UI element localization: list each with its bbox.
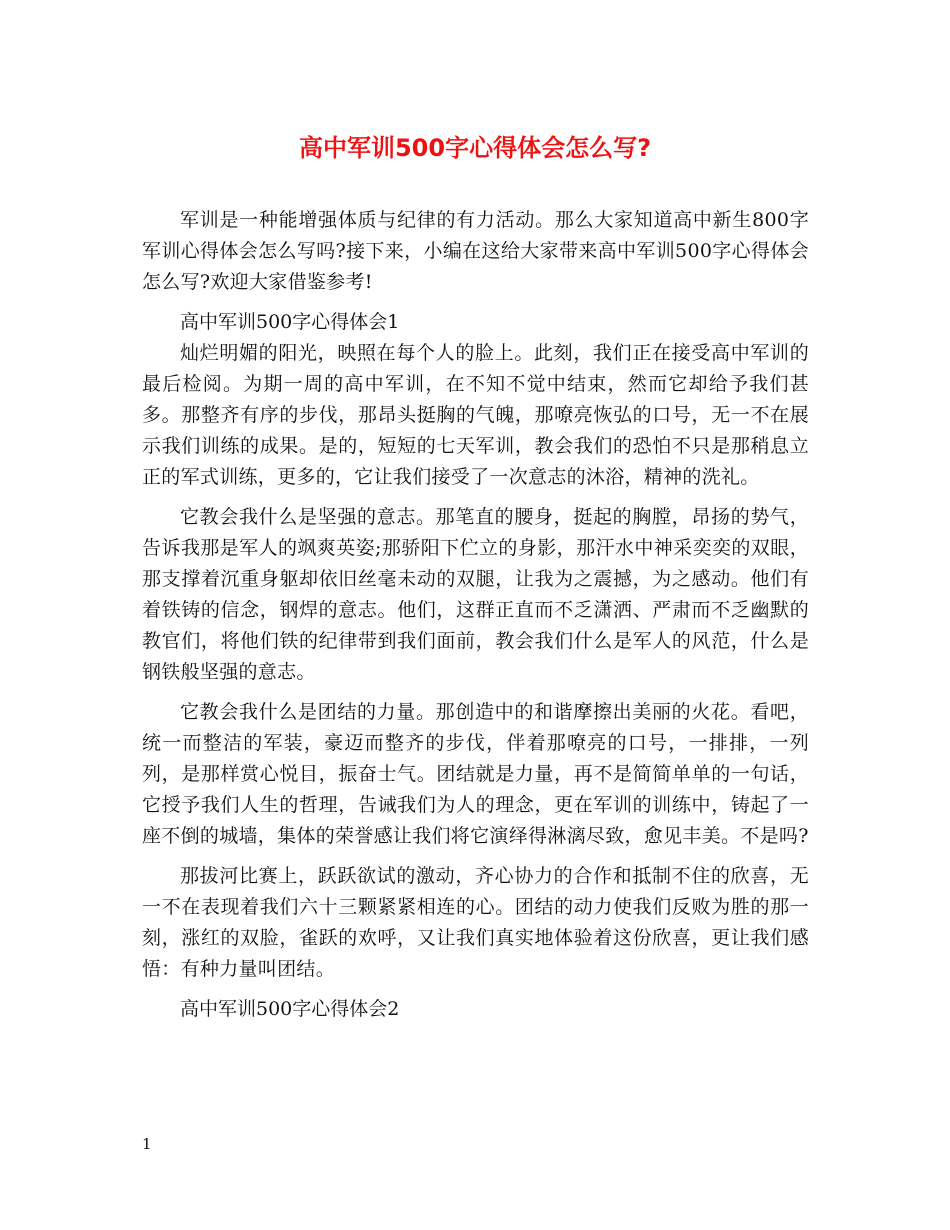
body-paragraph-2: 它教会我什么是坚强的意志。那笔直的腰身，挺起的胸膛，昂扬的势气，告诉我那是军人的飒爽英姿;那骄阳下伫立的身影，那汗水中神采奕奕的双眼，那支撑着沉重身躯却依旧丝毫未动的双腿，让我为之震撼，为之感动。他们有着铁铸的信念，钢焊的意志。他们，这群正直而不乏潇洒、严肃而不乏幽默的教官们，将他们铁的纪律带到我们面前，教会我们什么是军人的风范，什么是钢铁般坚强的意志。 [142, 506, 809, 683]
document-title: 高中军训500字心得体会怎么写? [298, 134, 652, 162]
section-heading-2: 高中军训500字心得体会2 [180, 998, 400, 1020]
body-paragraph-3: 它教会我什么是团结的力量。那创造中的和谐摩擦出美丽的火花。看吧，统一而整洁的军装，豪迈而整齐的步伐，伴着那嘹亮的口号，一排排，一列列，是那样赏心悦目，振奋士气。团结就是力量，再不是简简单单的一句话，它授予我们人生的哲理，告诫我们为人的理念，更在军训的训练中，铸起了一座不倒的城墙，集体的荣誉感让我们将它演绎得淋漓尽致，愈见丰美。不是吗? [142, 701, 809, 847]
section-heading-1: 高中军训500字心得体会1 [180, 311, 400, 333]
intro-paragraph: 军训是一种能增强体质与纪律的有力活动。那么大家知道高中新生800字军训心得体会怎么写吗?接下来，小编在这给大家带来高中军训500字心得体会怎么写?欢迎大家借鉴参考! [142, 209, 809, 293]
body-paragraph-1: 灿烂明媚的阳光，映照在每个人的脸上。此刻，我们正在接受高中军训的最后检阅。为期一周的高中军训，在不知不觉中结束，然而它却给予我们甚多。那整齐有序的步伐，那昂头挺胸的气魄，那嘹亮恢弘的口号，无一不在展示我们训练的成果。是的，短短的七天军训，教会我们的恐怕不只是那稍息立正的军式训练，更多的，它让我们接受了一次意志的沐浴，精神的洗礼。 [142, 342, 809, 488]
body-paragraph-4: 那拔河比赛上，跃跃欲试的激动，齐心协力的合作和抵制不住的欣喜，无一不在表现着我们六十三颗紧紧相连的心。团结的动力使我们反败为胜的那一刻，涨红的双脸，雀跃的欢呼，又让我们真实地体验着这份欣喜，更让我们感悟：有种力量叫团结。 [142, 865, 809, 980]
document-body [142, 205, 809, 1025]
page-number: 1 [142, 1135, 152, 1153]
